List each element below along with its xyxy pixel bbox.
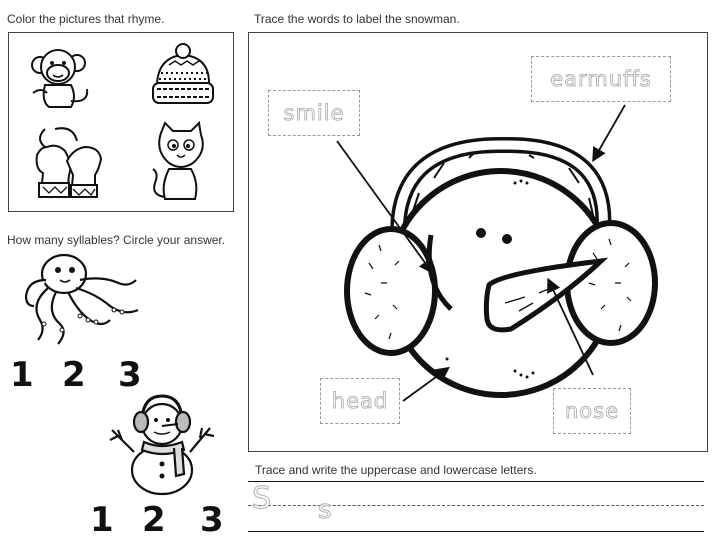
rhyme-instruction: Color the pictures that rhyme. (7, 12, 165, 26)
snowman-label-box (248, 32, 708, 452)
snowman-instruction: Trace the words to label the snowman. (254, 12, 460, 26)
syllable-choice-3[interactable]: 3 (118, 355, 142, 395)
mittens-icon[interactable] (33, 125, 105, 205)
trace-lowercase-s: s (318, 495, 332, 525)
label-nose[interactable]: nose (553, 388, 631, 434)
syllable-choice-2-b[interactable]: 2 (142, 500, 166, 540)
cat-icon[interactable] (151, 121, 215, 205)
winter-hat-icon[interactable] (149, 43, 219, 111)
label-smile[interactable]: smile (268, 90, 360, 136)
syllables-instruction: How many syllables? Circle your answer. (7, 233, 226, 247)
monkey-icon[interactable] (27, 41, 97, 111)
label-earmuffs[interactable]: earmuffs (531, 56, 671, 102)
letters-instruction: Trace and write the uppercase and lowercase letters. (255, 463, 537, 477)
handwriting-lines[interactable] (248, 481, 704, 533)
syllable-choice-1[interactable]: 1 (10, 355, 34, 395)
octopus-icon[interactable] (20, 250, 146, 350)
syllable-choice-3-b[interactable]: 3 (200, 500, 224, 540)
syllable-choice-1-b[interactable]: 1 (90, 500, 114, 540)
syllable-choice-2[interactable]: 2 (62, 355, 86, 395)
trace-uppercase-s: S (252, 481, 272, 516)
label-head[interactable]: head (320, 378, 400, 424)
snowman-icon[interactable] (104, 390, 218, 502)
rhyme-picture-box (8, 32, 234, 212)
